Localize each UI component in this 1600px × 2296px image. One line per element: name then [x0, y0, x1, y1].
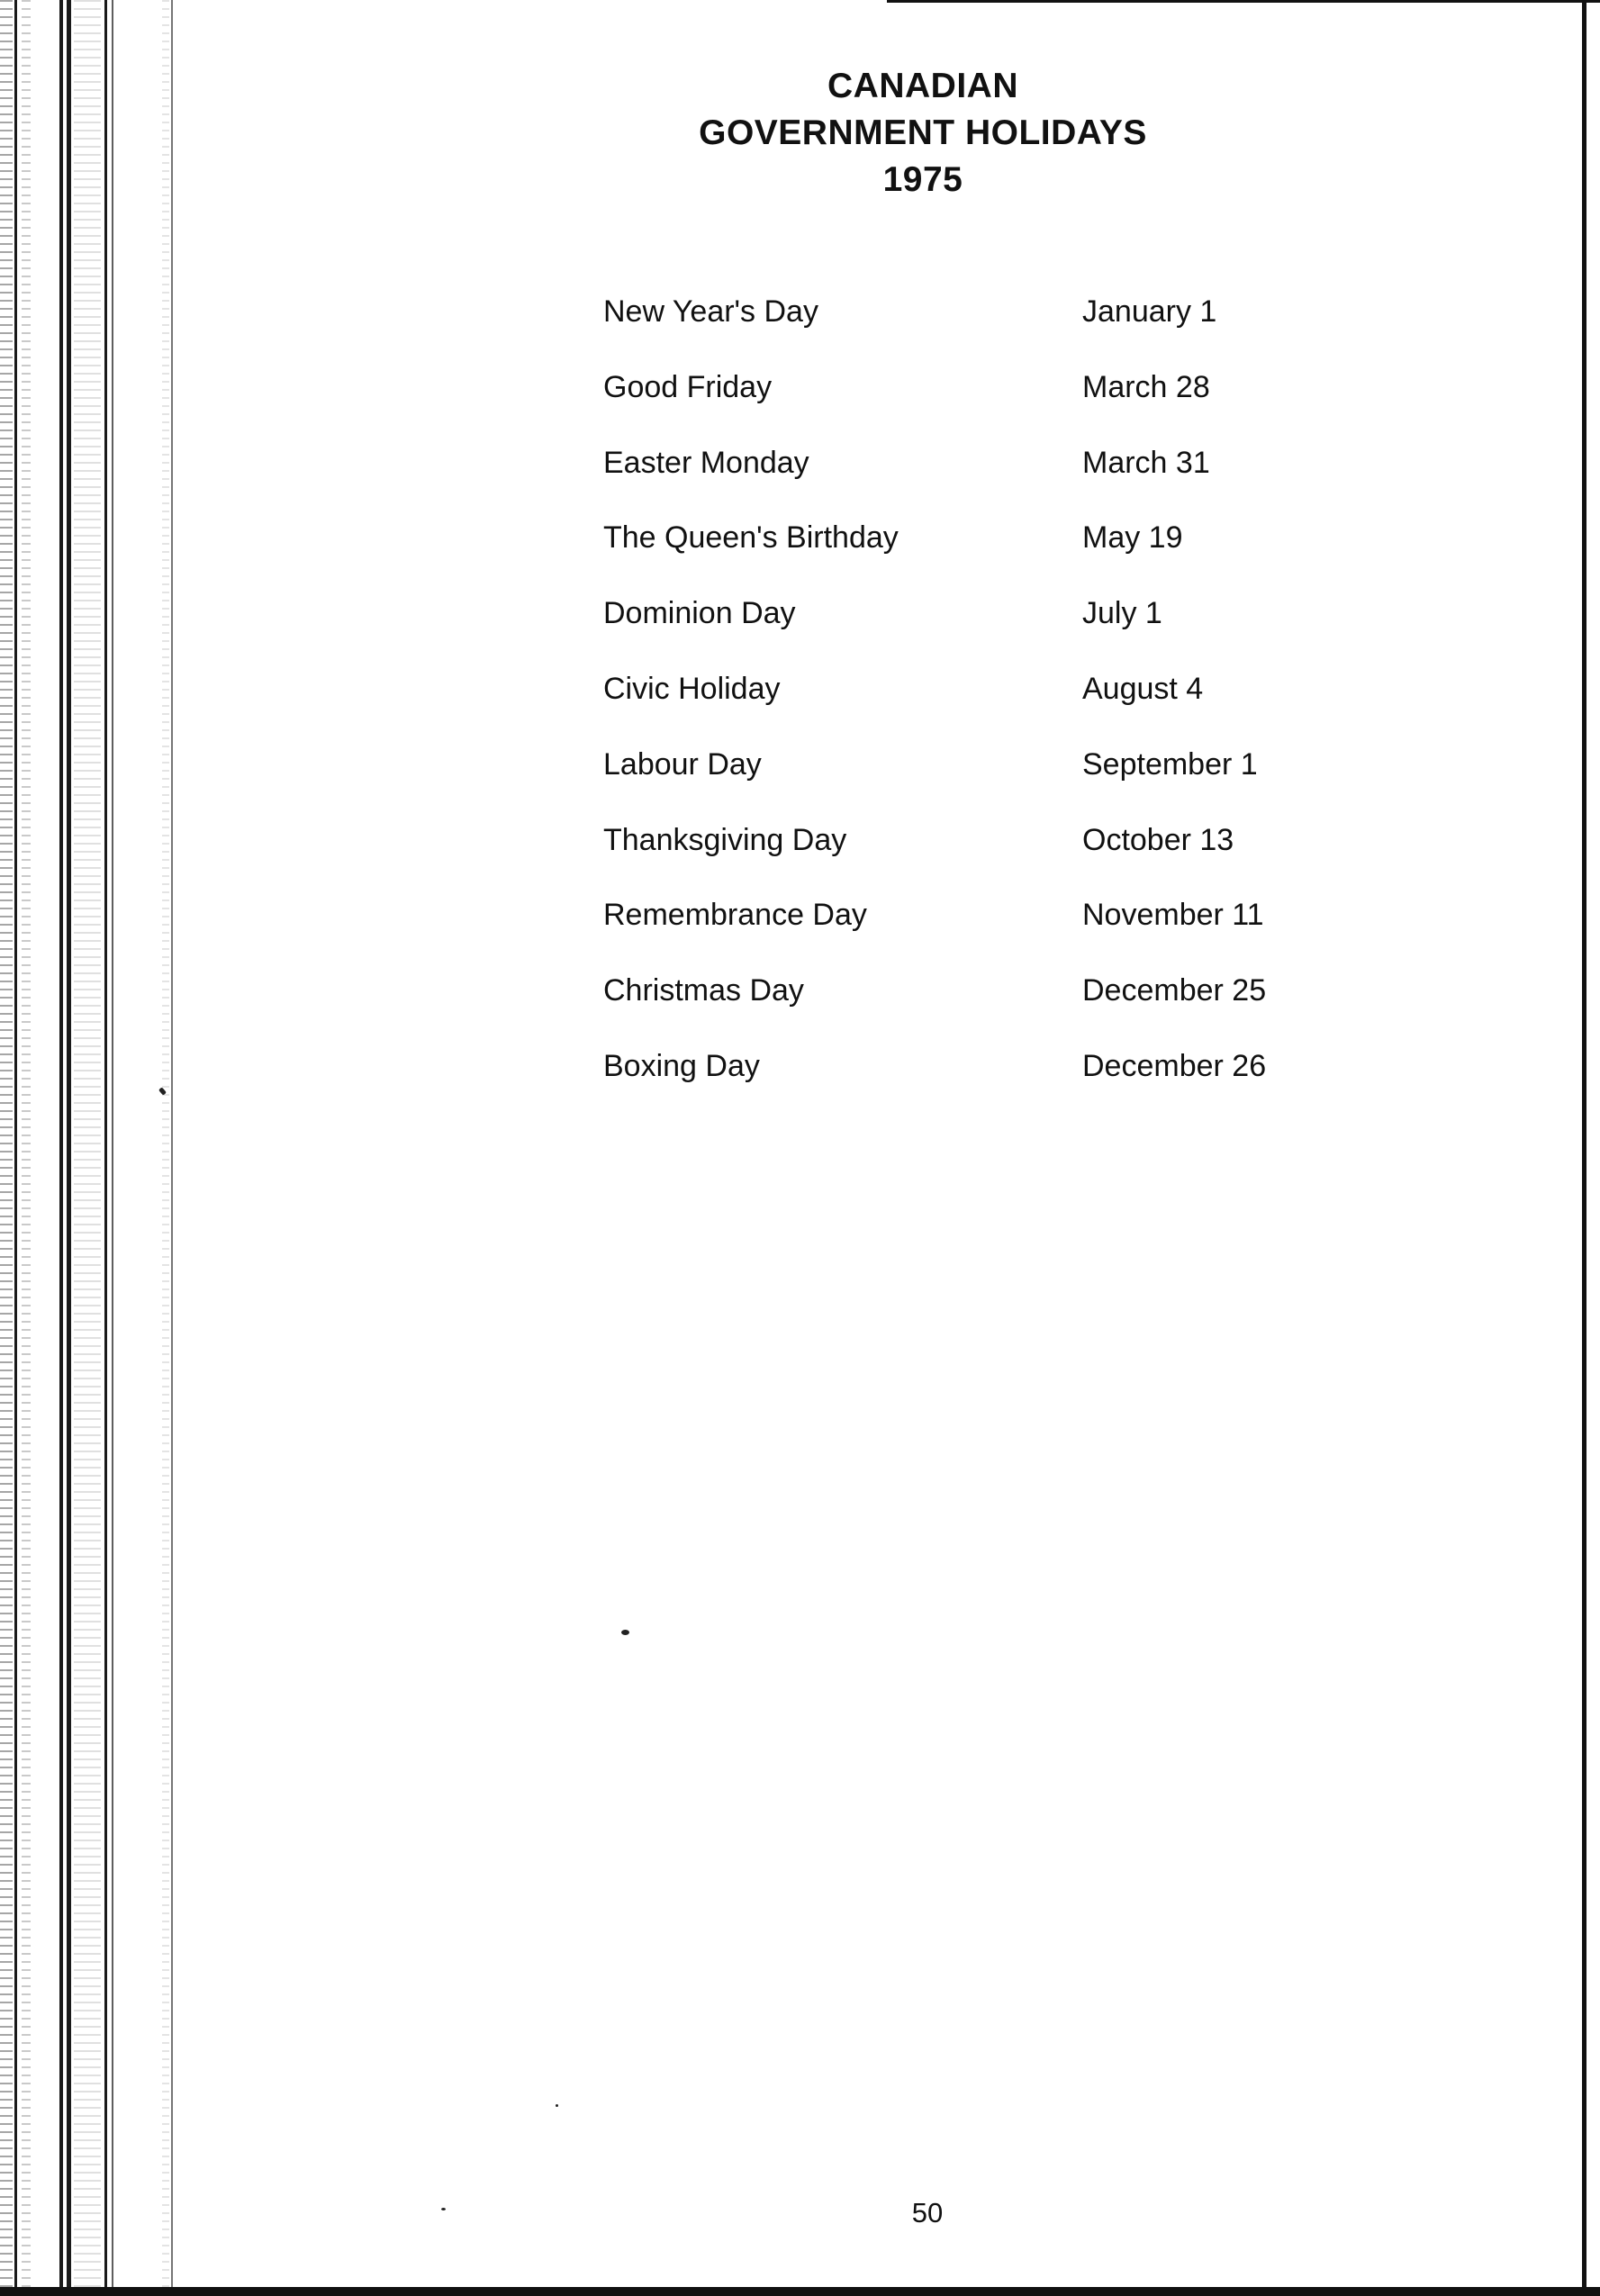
- holiday-name: Thanksgiving Day: [603, 822, 847, 857]
- holiday-name: Labour Day: [603, 746, 762, 782]
- binding-line: [14, 0, 17, 2296]
- holiday-date: December 25: [1082, 973, 1267, 1008]
- top-border-rule: [887, 0, 1600, 3]
- binding-speckle: [162, 0, 169, 2296]
- holiday-date: January 1: [1082, 294, 1217, 329]
- holiday-row: [603, 743, 1324, 818]
- holiday-row: [603, 592, 1324, 667]
- title-line: CANADIAN: [827, 67, 1018, 105]
- holiday-name: Good Friday: [603, 369, 773, 404]
- page-title: [558, 63, 1288, 203]
- page-binding-edge: [0, 0, 185, 2296]
- title-line: 1975: [882, 160, 963, 199]
- holiday-date: May 19: [1082, 520, 1183, 556]
- holiday-date: July 1: [1082, 596, 1162, 631]
- holiday-row: [603, 516, 1324, 592]
- holiday-name: Dominion Day: [603, 596, 796, 631]
- holiday-name: Christmas Day: [603, 973, 804, 1008]
- holiday-row: [603, 1044, 1324, 1120]
- holiday-name: Easter Monday: [603, 445, 809, 480]
- holiday-date: March 28: [1082, 369, 1210, 404]
- holiday-name: Civic Holiday: [603, 671, 781, 706]
- holiday-name: The Queen's Birthday: [603, 520, 899, 556]
- holiday-name: New Year's Day: [603, 294, 818, 329]
- binding-speckle: [22, 0, 31, 2296]
- binding-line: [171, 0, 173, 2296]
- holiday-table: [603, 290, 1324, 1120]
- bottom-page-edge: [0, 2287, 1600, 2296]
- holiday-date: September 1: [1082, 746, 1258, 782]
- holiday-row: [603, 441, 1324, 517]
- binding-speckle: [0, 0, 13, 2296]
- binding-speckle: [74, 0, 101, 2296]
- holiday-date: August 4: [1082, 671, 1204, 706]
- holiday-row: [603, 366, 1324, 441]
- page-number: 50: [911, 2197, 944, 2228]
- holiday-row: [603, 969, 1324, 1044]
- holiday-row: [603, 667, 1324, 743]
- ink-speck: [556, 2104, 558, 2107]
- binding-line: [104, 0, 107, 2296]
- holiday-name: Remembrance Day: [603, 898, 867, 933]
- holiday-row: [603, 290, 1324, 366]
- binding-line: [59, 0, 63, 2296]
- holiday-name: Boxing Day: [603, 1048, 760, 1083]
- right-page-edge: [1582, 0, 1586, 2296]
- ink-speck: [621, 1630, 629, 1635]
- holiday-row: [603, 893, 1324, 969]
- holiday-date: March 31: [1082, 445, 1210, 480]
- binding-line: [112, 0, 113, 2296]
- holiday-date: December 26: [1082, 1048, 1267, 1083]
- title-line: GOVERNMENT HOLIDAYS: [699, 113, 1147, 152]
- holiday-date: November 11: [1082, 898, 1264, 933]
- ink-speck: [441, 2208, 446, 2210]
- holiday-date: October 13: [1082, 822, 1234, 857]
- holiday-row: [603, 818, 1324, 894]
- binding-line: [67, 0, 71, 2296]
